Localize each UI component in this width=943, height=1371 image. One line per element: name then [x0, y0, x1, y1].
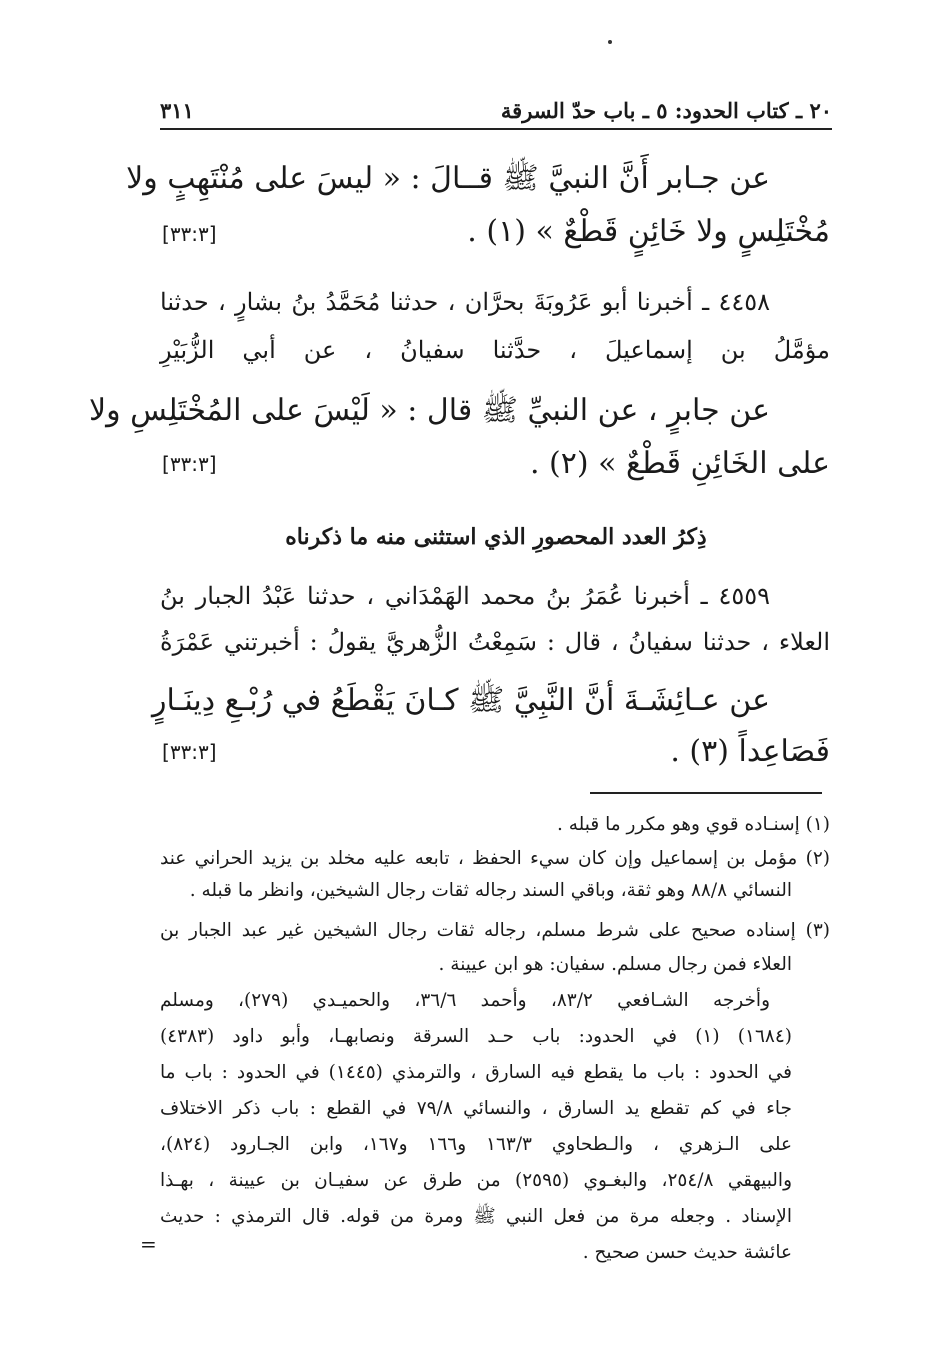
section-heading: ذِكرُ العدد المحصورِ الذي استثنى منه ما ذكرناه	[285, 524, 707, 550]
footnote-3-line-2: العلاء فمن رجال مسلم. سفيان: هو ابن عيينة .	[438, 954, 792, 975]
hadith-a-line-2: مُخْتَلِسٍ ولا خَائِنٍ قَطْعٌ » (١) .	[467, 214, 830, 249]
footnote-3-line-8: والبيهقي ٢٥٤/٨، والبغـوي (٢٥٩٥) من طرق عن سفيـان بن عيينة ، بهـذا	[160, 1170, 792, 1191]
hadith-4458-line-1: ٤٤٥٨ ـ أخبرنا أبو عَرُوبَةَ بحرَّان ، حدثنا مُحَمَّدُ بنُ بشارٍ ، حدثنا	[160, 288, 770, 316]
hadith-4458-ref: [٣٣:٣]	[162, 452, 217, 476]
footnote-2-line-2: النسائي ٨٨/٨ وهو ثقة، وباقي السند رجاله ثقات رجال الشيخين، وانظر ما قبله .	[189, 880, 792, 901]
hadith-4559-line-3: عن عـائِشَـةَ أنَّ النَّبِيَّ ﷺ كـانَ يَقْطَعُ في رُبْـعِ دِينَـارٍ	[151, 683, 770, 718]
footnote-3-line-6: جاء في كم تقطع يد السارق ، والنسائي ٧٩/٨ في القطع : باب ذكر الاختلاف	[160, 1098, 792, 1119]
header-rule	[160, 128, 832, 130]
footnote-3-line-7: على الـزهري ، والـطحاوي ١٦٣/٣ و١٦٦ و١٦٧، وابن الجـارود (٨٢٤)،	[160, 1134, 792, 1155]
ink-dot	[608, 40, 612, 44]
hadith-a-line-1: عن جـابر أَنَّ النبيَّ ﷺ قــالَ : « ليسَ على مُنْتَهِبٍ ولا	[126, 161, 770, 196]
hadith-4458-line-4: على الخَائِنِ قَطْعٌ » (٢) .	[529, 446, 830, 481]
footnote-rule	[590, 792, 822, 794]
hadith-4559-line-1: ٤٥٥٩ ـ أخبرنا عُمَرُ بنُ محمد الهَمْدَاني ، حدثنا عَبْدُ الجبار بنُ	[160, 582, 770, 610]
hadith-4559-ref: [٣٣:٣]	[162, 740, 217, 764]
footnote-3-line-3: وأخرجه الشـافعي ٨٣/٢، وأحمد ٣٦/٦، والحميـدي (٢٧٩)، ومسلم	[160, 990, 771, 1011]
running-title: ٢٠ ـ كتاب الحدود: ٥ ـ باب حدّ السرقة	[500, 98, 832, 123]
hadith-4458-line-2: مؤمَّلُ بن إسماعيلَ ، حدَّثنا سفيانُ ، عن أبي الزُّبَيْرِ	[160, 336, 830, 364]
hadith-4559-line-2: العلاء ، حدثنا سفيانُ ، قال : سَمِعْتُ الزُّهريَّ يقولُ : أخبرتني عَمْرَةُ	[160, 628, 830, 656]
running-header	[160, 98, 832, 128]
page-number: ٣١١	[160, 98, 194, 123]
hadith-4458-line-3: عن جابرٍ ، عن النبيِّ ﷺ قال : « لَيْسَ على المُخْتَلِسِ ولا	[88, 393, 770, 428]
footnote-1: (١) إسنـاده قوي وهو مكرر ما قبله .	[556, 814, 830, 835]
footnote-3-line-9: الإسناد . وجعله مرة من فعل النبي ﷺ ومرة من قوله. قال الترمذي : حديث	[160, 1206, 792, 1227]
continuation-mark: =	[140, 1232, 157, 1256]
footnote-3-line-10: عائشة حديث حسن صحيح .	[582, 1242, 792, 1263]
footnote-3-line-1: (٣) إسناده صحيح على شرط مسلم، رجاله ثقات رجال الشيخين غير عبد الجبار بن	[160, 920, 830, 941]
footnote-3-line-4: (١٦٨٤) (١) في الحدود: باب حـد السرقة ونصابهـا، وأبو داود (٤٣٨٣)	[160, 1026, 792, 1047]
hadith-4559-line-4: فَصَاعِداً (٣) .	[670, 734, 830, 769]
hadith-a-ref: [٣٣:٣]	[162, 222, 217, 246]
footnote-2-line-1: (٢) مؤمل بن إسماعيل وإن كان سيء الحفظ ، تابعه عليه مخلد بن يزيد الحراني عند	[160, 848, 830, 869]
footnote-3-line-5: في الحدود : باب ما يقطع فيه السارق ، والترمذي (١٤٤٥) في الحدود : باب ما	[160, 1062, 792, 1083]
